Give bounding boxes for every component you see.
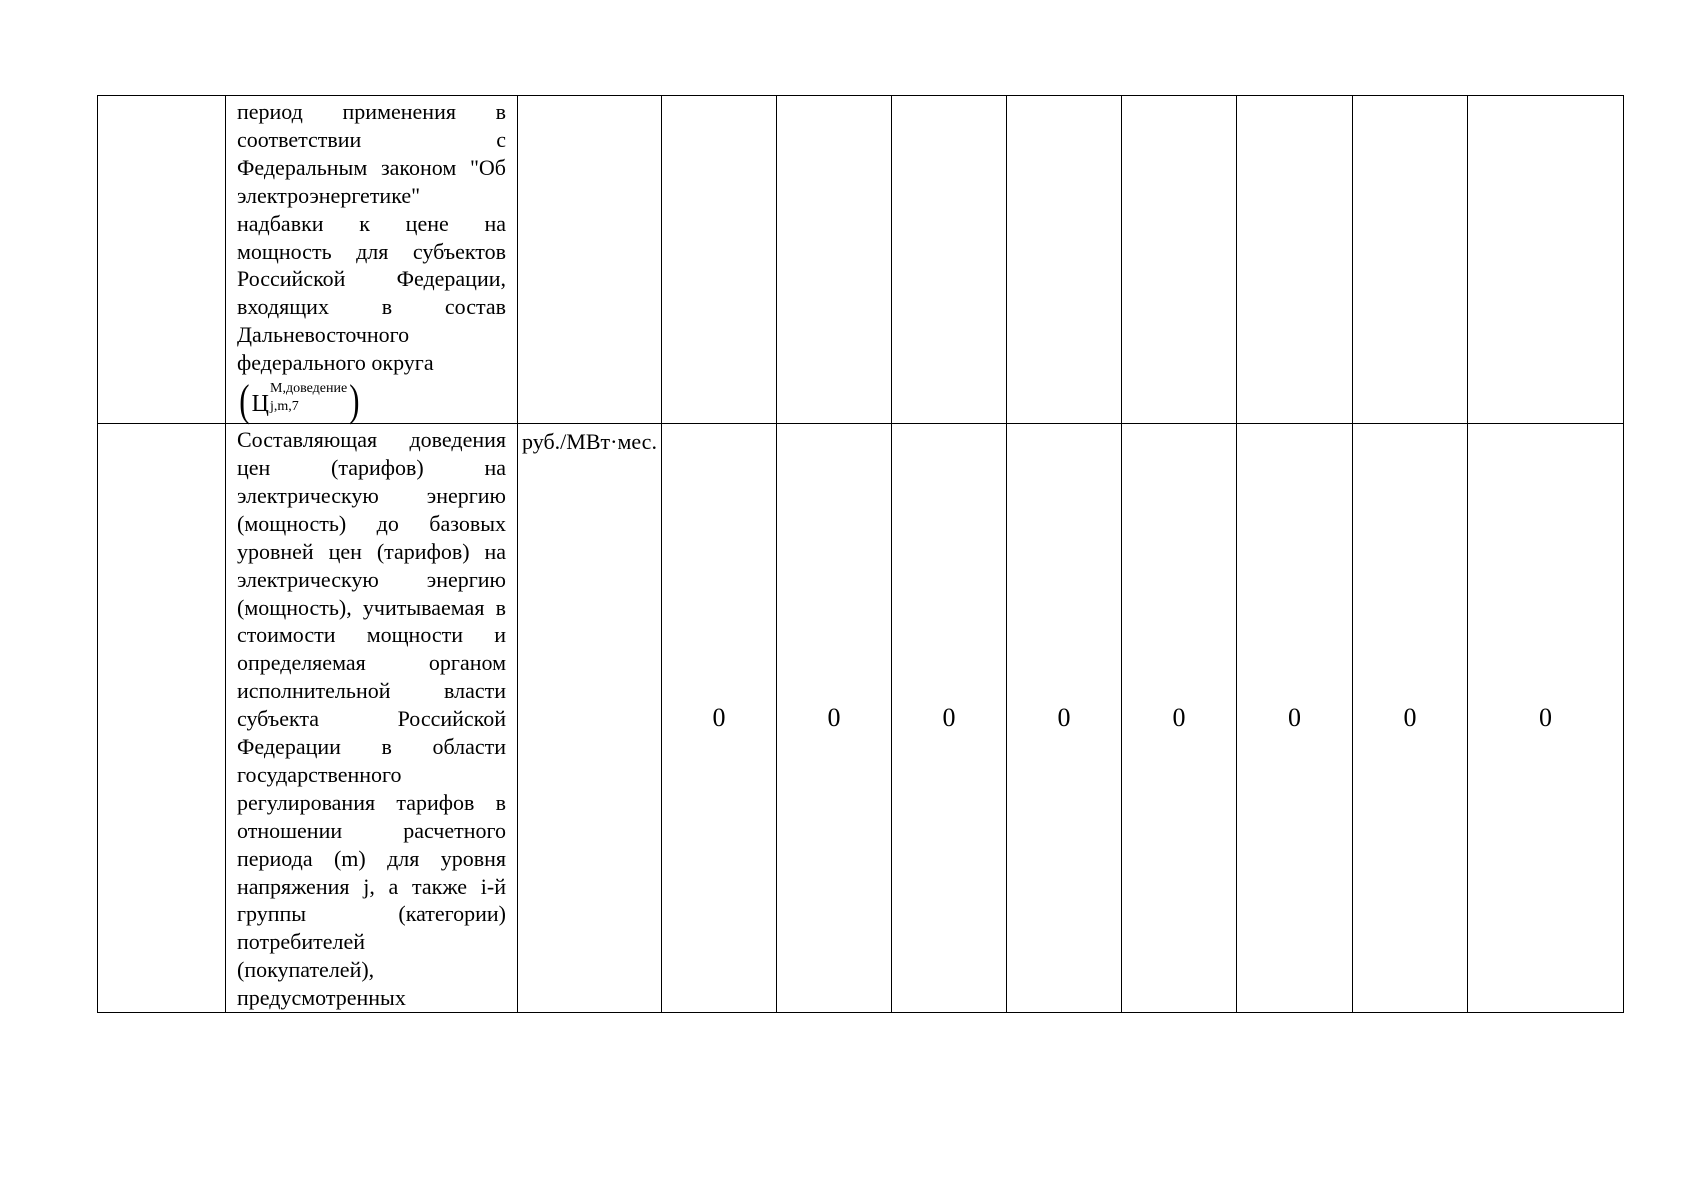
tariff-table — [97, 95, 1624, 1013]
value-cell: 0 — [1353, 424, 1468, 1013]
formula — [237, 376, 362, 426]
formula-close-paren: ) — [349, 376, 360, 426]
index-cell — [98, 96, 226, 424]
index-cell — [98, 424, 226, 1013]
value-cell — [1468, 96, 1624, 424]
description-text: период применения в соответствии с Федеральным законом "Об электроэнергетике" надбавки к цене на мощность для субъектов Российской Федерации, входящих в состав Дальневосточного федерального округа — [237, 99, 506, 376]
unit-cell — [518, 96, 662, 424]
value-cell: 0 — [777, 424, 892, 1013]
value-cell — [1237, 96, 1353, 424]
value-cell — [1122, 96, 1237, 424]
table-row — [98, 424, 1624, 1013]
formula-superscript: М,доведение — [270, 381, 348, 397]
value-cell: 0 — [1122, 424, 1237, 1013]
value-cell — [777, 96, 892, 424]
formula-subscript: j,m,7 — [270, 399, 299, 415]
formula-symbol: Ц — [251, 391, 269, 418]
value-cell: 0 — [1468, 424, 1624, 1013]
value-cell — [892, 96, 1007, 424]
value-cell: 0 — [662, 424, 777, 1013]
unit-cell: руб./МВт·мес. — [518, 424, 662, 1013]
description-cell — [226, 96, 518, 424]
value-cell — [662, 96, 777, 424]
value-cell — [1353, 96, 1468, 424]
value-cell — [1007, 96, 1122, 424]
description-cell — [226, 424, 518, 1013]
value-cell: 0 — [892, 424, 1007, 1013]
table-row — [98, 96, 1624, 424]
description-text: Составляющая доведения цен (тарифов) на электрическую энергию (мощность) до базовых уровней цен (тарифов) на электрическую энергию (мощность), учитываемая в стоимости мощности и определяемая органом исполнительной власти субъекта Российской Федерации в области государственного регулирования тарифов в отношении расчетного периода (m) для уровня напряжения j, а также i-й группы (категории) потребителей (покупателей), предусмотренных — [237, 427, 506, 1011]
value-cell: 0 — [1007, 424, 1122, 1013]
value-cell: 0 — [1237, 424, 1353, 1013]
formula-open-paren: ( — [239, 376, 250, 426]
